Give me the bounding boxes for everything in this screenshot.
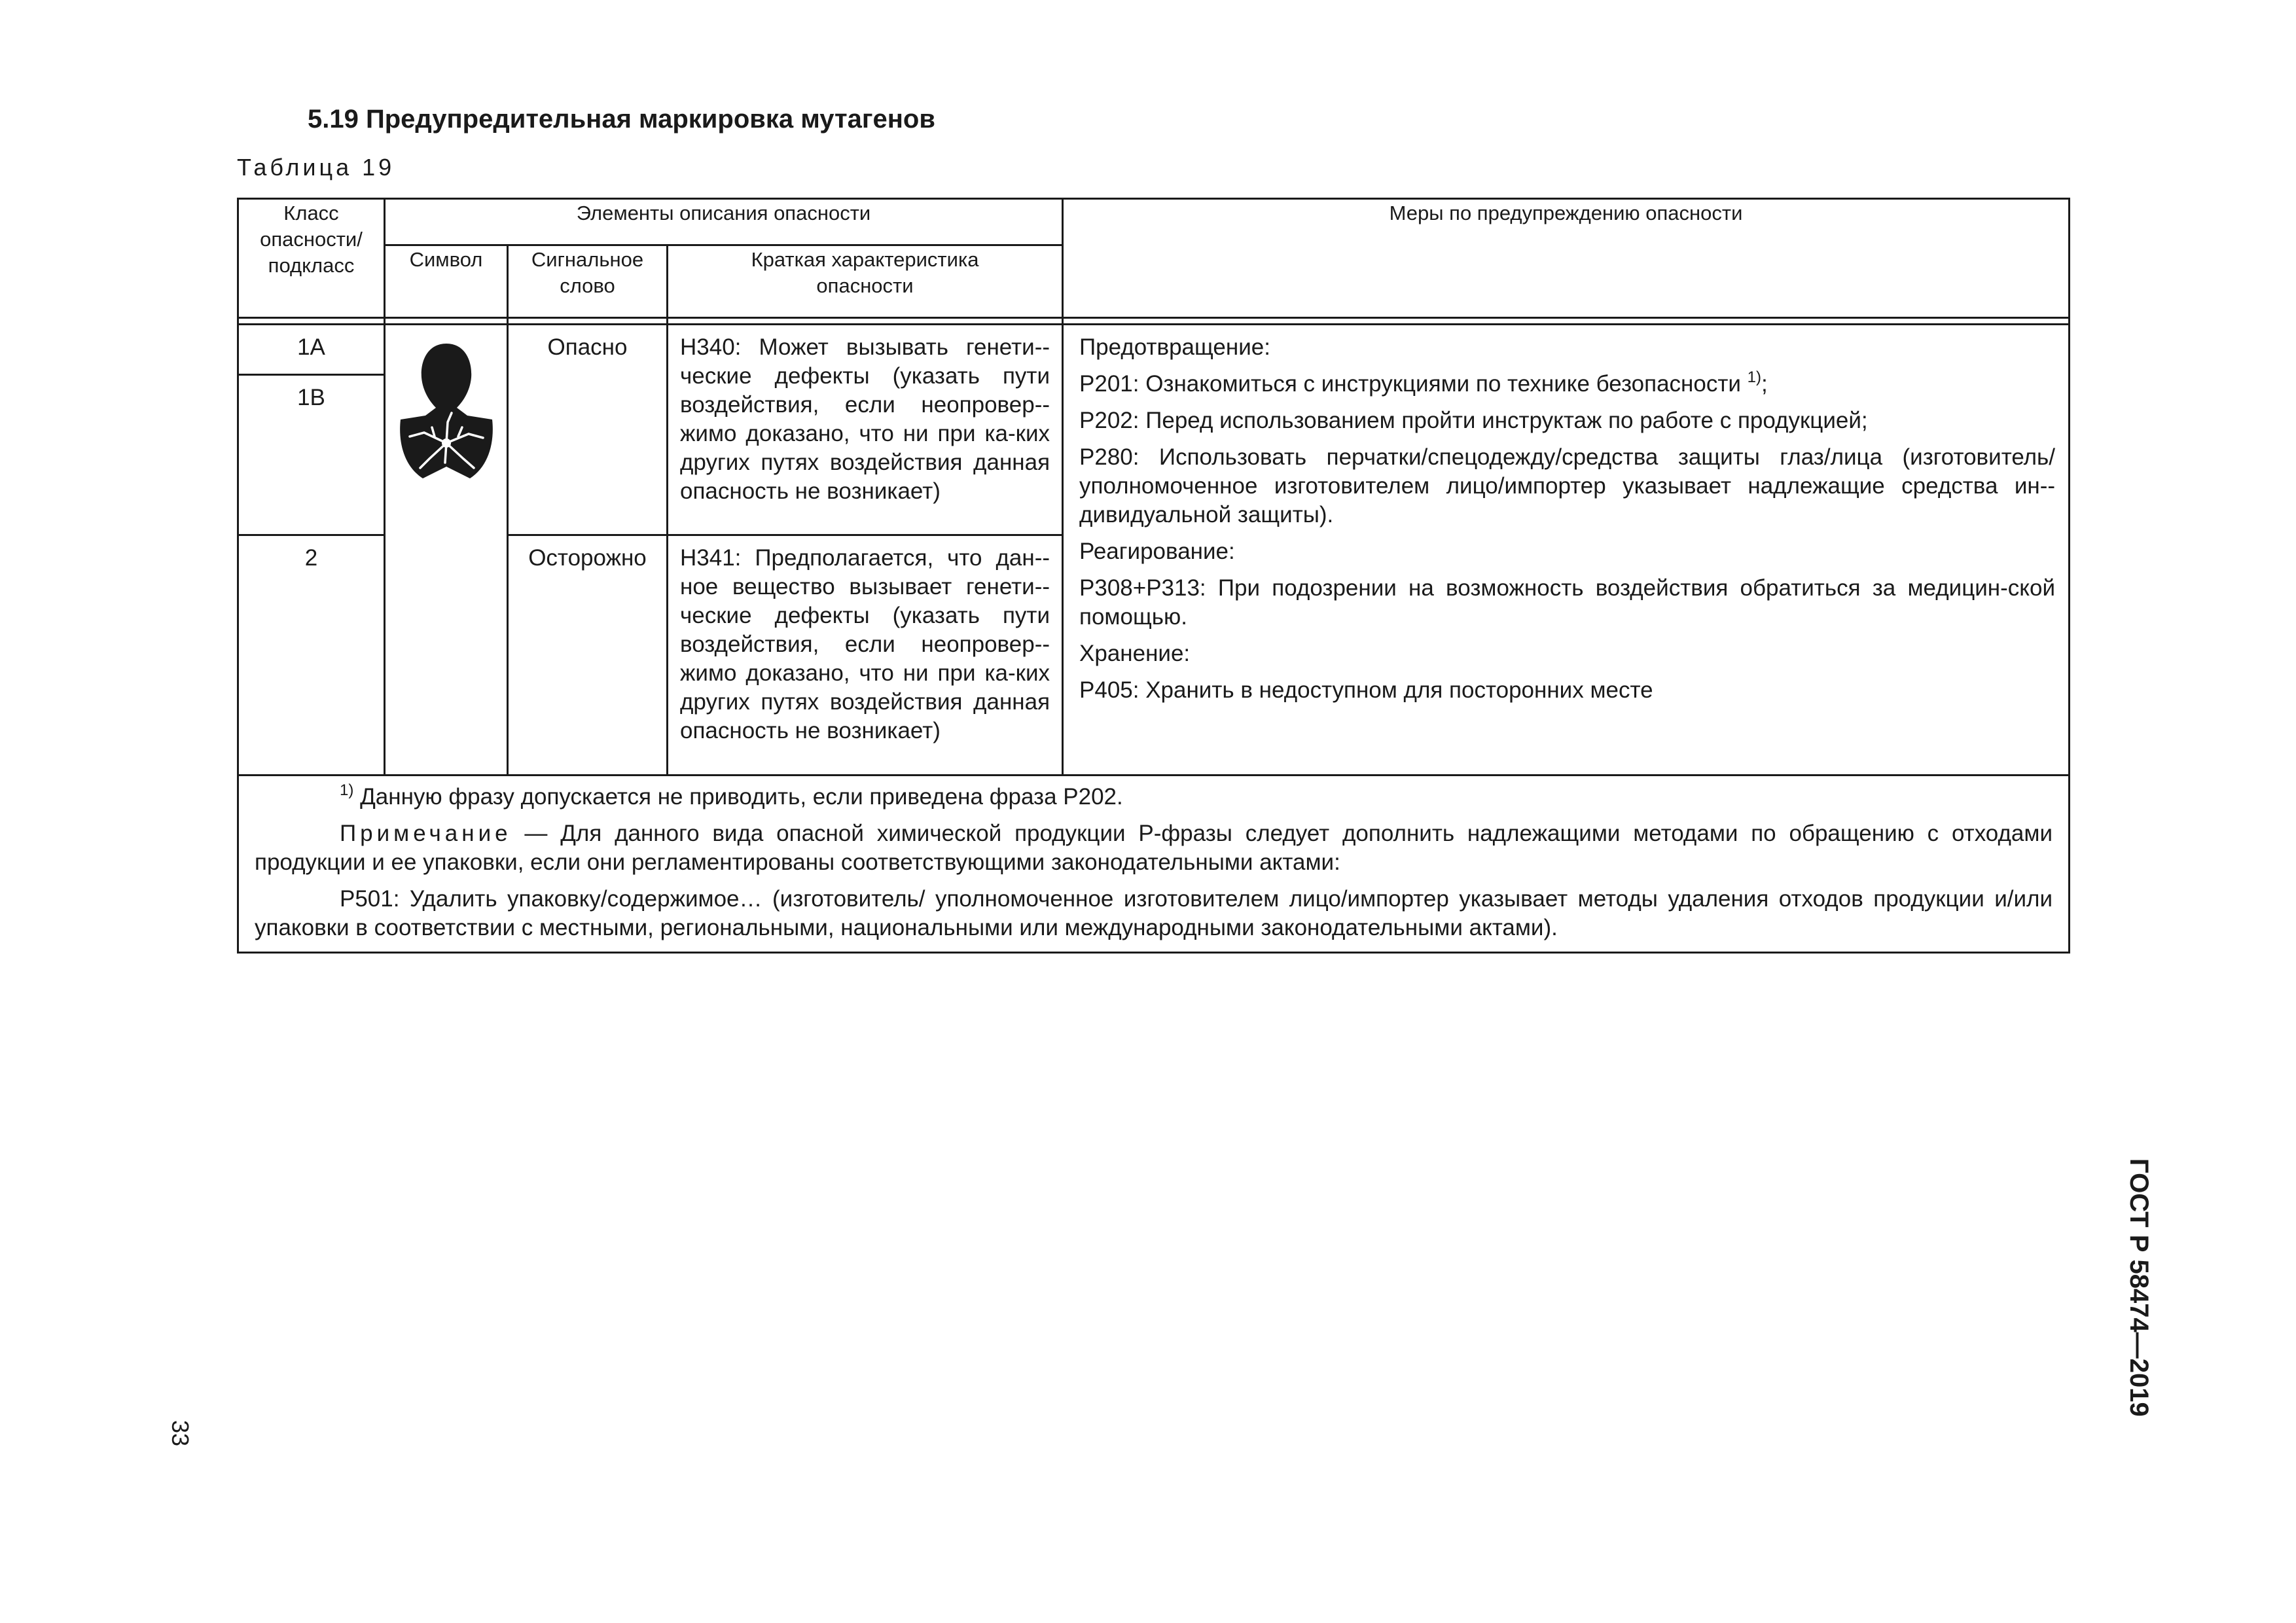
measure-p308-p313: P308+P313: При подозрении на возможность воздействия обратиться за медицин-ской помощью. [1079, 575, 2056, 630]
section-title: 5.19 Предупредительная маркировка мутагенов [308, 105, 935, 134]
header-short-description: Краткая характеристика опасности [668, 245, 1063, 318]
description-h341: H341: Предполагается, что дан-ное вещество вызывает генети-ческие дефекты (указать пути воздействия, если неопровер-жимо доказано, что ни при ка-ких других путях воздействия данная опасность не возникает) [668, 535, 1063, 776]
response-label: Реагирование: [1079, 539, 1235, 564]
measure-p280: P280: Использовать перчатки/спецодежду/средства защиты глаз/лица (изготовитель/ уполномоченное изготовителем лицо/импортер указывает надлежащие средства ин-дивидуальной защиты). [1079, 444, 2056, 527]
health-hazard-icon [394, 338, 499, 482]
storage-label: Хранение: [1079, 641, 1191, 666]
measure-p202: P202: Перед использованием пройти инструктаж по работе с продукцией; [1079, 408, 1868, 433]
table-caption: Таблица 19 [237, 154, 395, 181]
header-hazard-elements: Элементы описания опасности [385, 199, 1063, 245]
note: Примечание — Для данного вида опасной химической продукции Р-фразы следует дополнить надлежащими методами по обращению с отходами продукции и ее упаковки, если они регламентированы соответствующими законодательными актами: [255, 821, 2053, 875]
class-cell-1b: 1B [238, 375, 385, 535]
footnote-ref: 1) [1747, 368, 1761, 386]
class-cell-2: 2 [238, 535, 385, 776]
footnote: $^{1)}$ Данную фразу допускается не приводить, если приведена фраза P202. [340, 781, 1123, 810]
precaution-measures [1063, 325, 2070, 776]
header-hazard-class: Класс опасности/ подкласс [238, 199, 385, 318]
table-footer-row [238, 776, 2070, 953]
header-measures: Меры по предупреждению опасности [1063, 199, 2070, 318]
page-number: 33 [167, 1420, 194, 1447]
document-code: ГОСТ Р 58474—2019 [2125, 1158, 2153, 1417]
measure-p405: P405: Хранить в недоступном для посторонних месте [1079, 677, 1653, 703]
header-signal-word: Сигнальное слово [508, 245, 668, 318]
measure-p501: P501: Удалить упаковку/содержимое… (изготовитель/ уполномоченное изготовителем лицо/импортер указывает методы удаления отходов продукции и/или упаковки в соответствии с местными, региональными, национальными или международными законодательными актами). [255, 886, 2053, 940]
header-symbol: Символ [385, 245, 508, 318]
table-footer [238, 776, 2070, 953]
measure-p201: P201: Ознакомиться с инструкциями по технике безопасности $^{1)}$; [1079, 368, 1768, 397]
prevention-label: Предотвращение: [1079, 334, 1270, 360]
signal-word-danger: Опасно [508, 325, 668, 535]
table-row [238, 325, 2070, 375]
class-cell-1a: 1A [238, 325, 385, 375]
note-label: Примечание [340, 821, 512, 846]
description-h340: H340: Может вызывать генети-ческие дефекты (указать пути воздействия, если неопровер-жимо доказано, что ни при ка-ких других путях воздействия данная опасность не возникает) [668, 325, 1063, 535]
symbol-cell [385, 325, 508, 776]
hazard-table [237, 198, 2070, 954]
signal-word-warning: Осторожно [508, 535, 668, 776]
